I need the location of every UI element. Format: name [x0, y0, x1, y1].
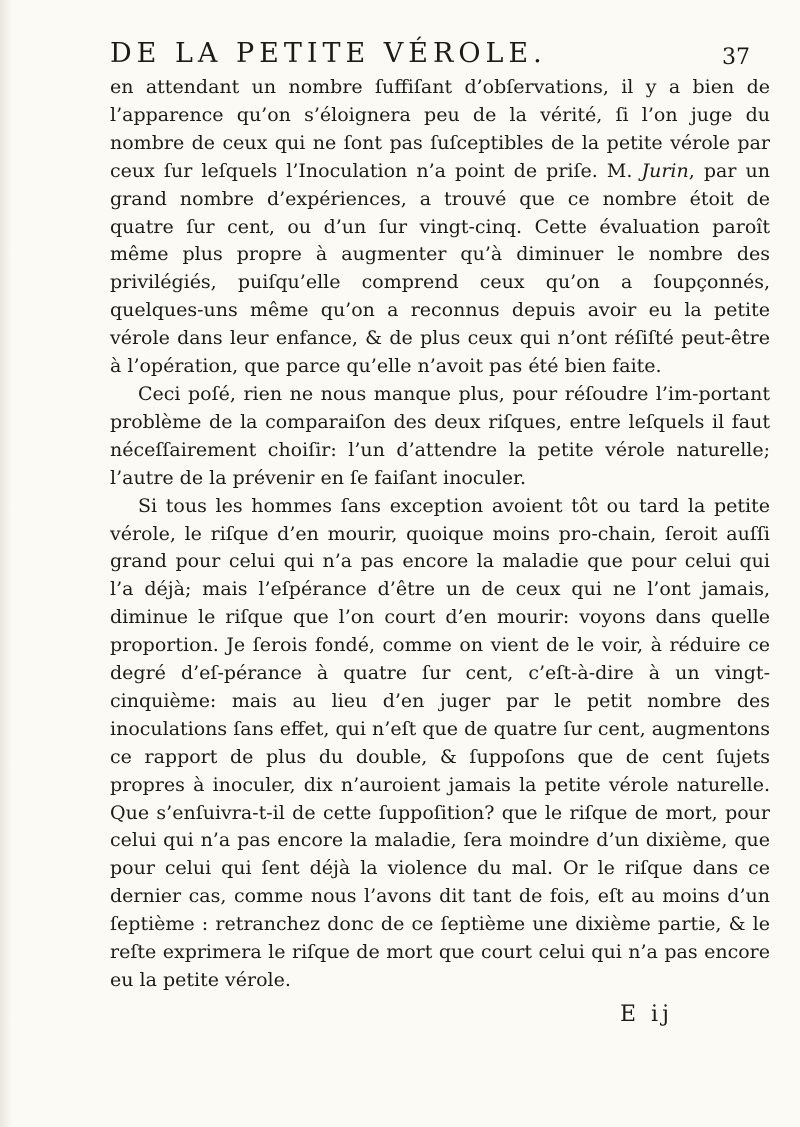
- paragraph-2: Ceci poſé, rien ne nous manque plus, pour réſoudre l’im-portant problème de la comparaiſon des deux riſques, entre leſquels il faut néceſſairement choiſir: l’un d’attendre la petite vérole naturelle; l’autre de la prévenir en ſe faiſant inoculer.: [110, 382, 770, 489]
- paragraph-1-start: en attendant un nombre ſuffiſant d’obſervations, il y a bien de l’apparence qu’on s’éloignera peu de la vérité, ſi l’on juge du nombre de ceux qui ne ſont pas ſuſceptibles de la petite vérole par ceux ſur leſquels l’Inoculation n’a point de priſe. M.: [110, 76, 770, 182]
- page-binding-edge: [0, 0, 12, 1127]
- paragraph-3: Si tous les hommes ſans exception avoient tôt ou tard la petite vérole, le riſque d’en mourir, quoique moins pro-chain, ſeroit auſſi grand pour celui qui n’a pas encore la maladie que pour celui qui l’a déjà; mais l’eſpérance d’être un de ceux qui ne l’ont jamais, diminue le riſque que l’on court d’en mourir: voyons dans quelle proportion. Je ſerois fondé, comme on vient de le voir, à réduire ce degré d’eſ-pérance à quatre ſur cent, c’eſt-à-dire à un vingt-cinquième: mais au lieu d’en juger par le petit nombre des inoculations ſans effet, qui n’eſt que de quatre ſur cent, augmentons ce rapport de plus du double, & ſuppoſons que de cent ſujets propres à inoculer, dix n’auroient jamais la petite vérole naturelle. Que s’enſuivra-t-il de cette ſuppoſition? que le riſque de mort, pour celui qui n’a pas encore la maladie, ſera moindre d’un dixième, que pour celui qui ſent déjà la violence du mal. Or le riſque dans ce dernier cas, comme nous l’avons dit tant de fois, eſt au moins d’un ſeptième : retranchez donc de ce ſeptième une dixième partie, & le reſte exprimera le riſque de mort que court celui qui n’a pas encore eu la petite vérole.: [110, 494, 770, 991]
- running-title: DE LA PETITE VÉROLE.: [110, 38, 547, 69]
- signature-mark: E ij: [620, 1002, 673, 1027]
- paragraph-1-rest: , par un grand nombre d’expériences, a trouvé que ce nombre étoit de quatre ſur cent, ou d’un ſur vingt-cinq. Cette évaluation paroît même plus propre à augmenter qu’à diminuer le nombre des privilégiés, puiſqu’elle comprend ceux qu’on a ſoupçonnés, quelques-uns même qu’on a reconnus depuis avoir eu la petite vérole dans leur enfance, & de plus ceux qui n’ont réſiſté peut-être à l’opération, que parce qu’elle n’avoit pas été bien faite.: [110, 159, 770, 378]
- author-name-jurin: Jurin: [641, 159, 689, 182]
- page-header: [110, 34, 750, 74]
- paragraph-1: [110, 74, 770, 381]
- page-number: 37: [722, 45, 750, 70]
- body-text: [110, 74, 770, 995]
